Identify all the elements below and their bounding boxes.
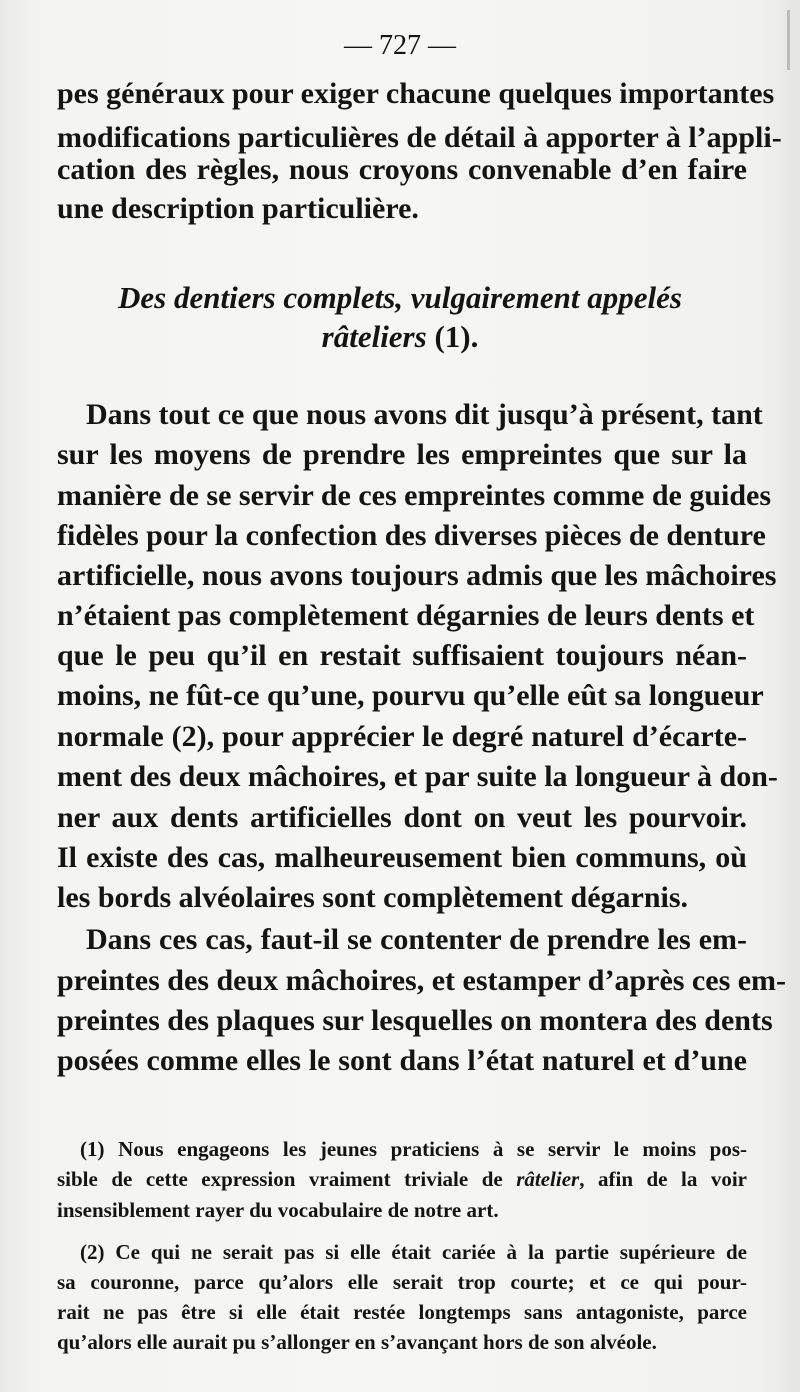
paragraph-2-line: normale (2), pour apprécier le degré naturel d’écarte- (57, 720, 747, 753)
paragraph-2-line: moins, ne fût-ce qu’une, pourvu qu’elle eût sa longueur (57, 679, 764, 712)
paragraph-3-line: posées comme elles le sont dans l’état naturel et d’une (57, 1044, 747, 1077)
footnote-1-line: sible de cette expression vraiment triviale de râtelier, afin de la voir (57, 1167, 747, 1191)
footnote-2-line: rait ne pas être si elle était restée longtemps sans antagoniste, parce (57, 1300, 747, 1324)
section-heading-line-1: Des dentiers complets, vulgairement appelés (118, 280, 682, 315)
paragraph-2-line: manière de se servir de ces empreintes comme de guides (57, 479, 772, 512)
footnote-1-line: insensiblement rayer du vocabulaire de notre art. (57, 1198, 499, 1222)
footnote-1-line: (1) Nous engageons les jeunes praticiens à se servir le moins pos- (80, 1137, 747, 1161)
paragraph-3-line: preintes des plaques sur lesquelles on montera des dents (57, 1004, 773, 1037)
paragraph-1-line: pes généraux pour exiger chacune quelques importantes (57, 77, 775, 110)
footnote-2-line: sa couronne, parce qu’alors elle serait trop courte; et ce qui pour- (57, 1270, 747, 1294)
section-heading (0, 279, 800, 317)
paragraph-2-line: les bords alvéolaires sont complètement dégarnis. (57, 881, 689, 914)
italic-term: râtelier (516, 1167, 580, 1191)
paragraph-3-line: Dans ces cas, faut-il se contenter de prendre les em- (86, 923, 747, 956)
paragraph-2-line: sur les moyens de prendre les empreintes que sur la (57, 438, 747, 471)
paragraph-1-line: cation des règles, nous croyons convenable d’en faire (57, 153, 747, 186)
paragraph-1-line: modifications particulières de détail à apporter à l’appli- (57, 121, 782, 154)
paragraph-2-line: Il existe des cas, malheureusement bien communs, où (57, 841, 747, 874)
section-heading-line-2: râteliers (321, 319, 427, 354)
paragraph-2-line: que le peu qu’il en restait suffisaient toujours néan- (57, 639, 747, 672)
paragraph-2-line: ner aux dents artificielles dont on veut les pourvoir. (57, 801, 747, 834)
paragraph-2-line: Dans tout ce que nous avons dit jusqu’à présent, tant (86, 398, 763, 431)
paragraph-2-line: artificielle, nous avons toujours admis que les mâchoires (57, 559, 777, 592)
page-number: — 727 — (344, 30, 456, 61)
paragraph-3-line: preintes des deux mâchoires, et estamper d’après ces em- (57, 964, 787, 997)
paragraph-2-line: fidèles pour la confection des diverses pièces de denture (57, 519, 766, 552)
section-heading-continued (0, 318, 800, 356)
footnote-2-line: (2) Ce qui ne serait pas si elle était cariée à la partie supérieure de (80, 1240, 747, 1264)
footnote-2-line: qu’alors elle aurait pu s’allonger en s’avançant hors de son alvéole. (57, 1330, 657, 1354)
paragraph-2-line: n’étaient pas complètement dégarnies de leurs dents et (57, 599, 755, 632)
paragraph-2-line: ment des deux mâchoires, et par suite la longueur à don- (57, 760, 778, 793)
paragraph-1-line: une description particulière. (57, 192, 419, 225)
footnote-ref-1: (1). (434, 319, 479, 354)
